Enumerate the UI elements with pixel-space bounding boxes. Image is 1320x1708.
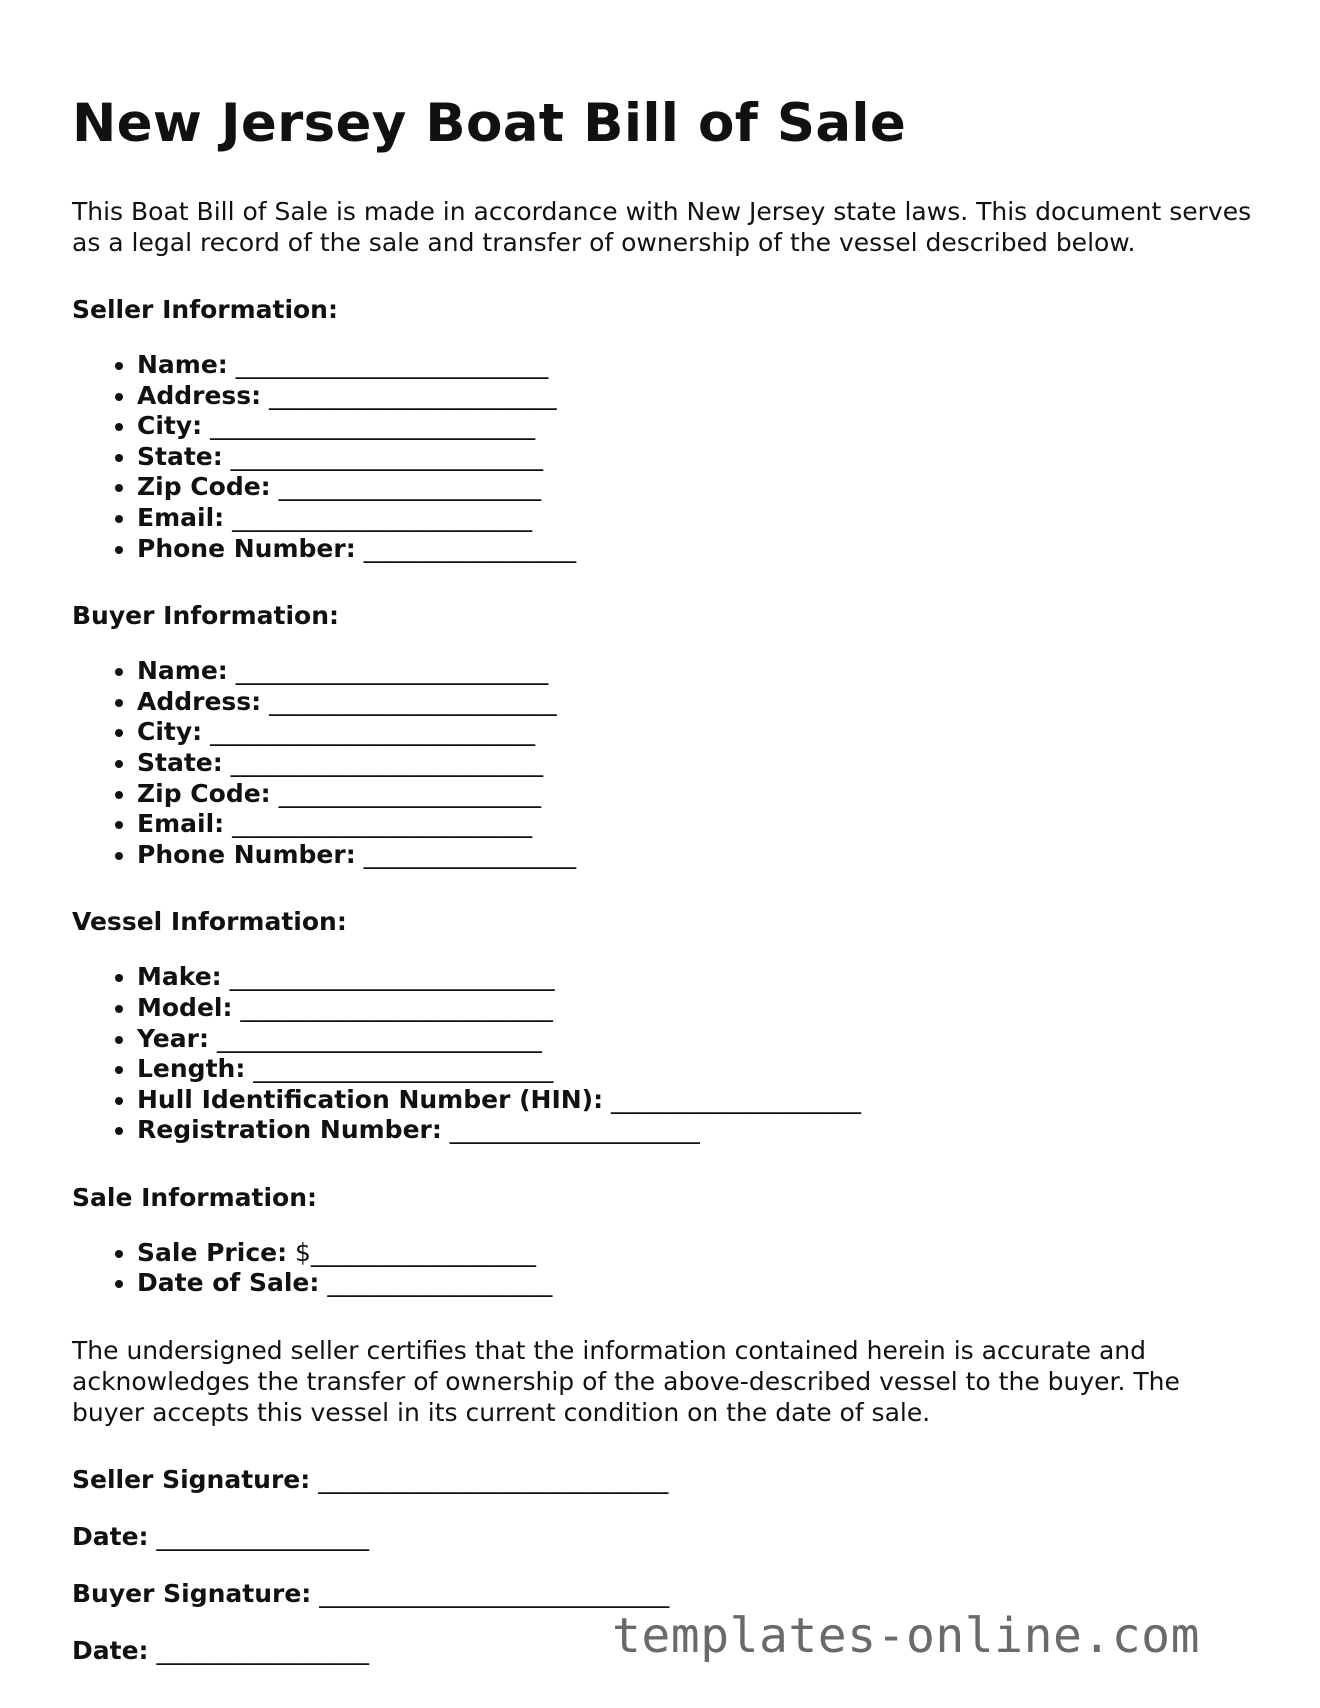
buyer-phone-field <box>137 840 1252 871</box>
vessel-length-field <box>137 1054 1252 1085</box>
fill-in-blank: _____________________ <box>270 472 542 502</box>
fill-in-blank: ____________________________ <box>311 1579 670 1609</box>
seller-field-list <box>72 350 1252 564</box>
buyer-zip-field <box>137 779 1252 810</box>
field-label: Address: <box>137 380 262 410</box>
seller-city-field <box>137 411 1252 442</box>
seller-zip-field <box>137 472 1252 503</box>
fill-in-blank: $__________________ <box>287 1237 536 1267</box>
fill-in-blank: _________________ <box>148 1636 369 1666</box>
fill-in-blank: __________________ <box>319 1268 553 1298</box>
page-title: New Jersey Boat Bill of Sale <box>72 93 907 154</box>
field-label: Name: <box>137 350 228 379</box>
buyer-email-field <box>137 809 1252 840</box>
fill-in-blank: _________________________ <box>232 992 553 1022</box>
seller-signature-label: Seller Signature: <box>72 1465 311 1495</box>
sale-date-field <box>137 1268 1252 1299</box>
fill-in-blank: _________________ <box>148 1522 369 1552</box>
vessel-make-field <box>137 962 1252 993</box>
vessel-year-field <box>137 1024 1252 1055</box>
seller-address-field <box>137 381 1252 412</box>
vessel-field-list <box>72 962 1252 1146</box>
seller-date-label: Date: <box>72 1522 149 1552</box>
buyer-signature-line <box>72 1578 1252 1609</box>
seller-phone-field <box>137 534 1252 565</box>
seller-date-line <box>72 1521 1252 1552</box>
vessel-section-heading: Vessel Information: <box>72 907 347 937</box>
sale-field-list <box>72 1238 1252 1299</box>
fill-in-blank: ____________________ <box>603 1084 862 1114</box>
fill-in-blank: ____________________ <box>441 1115 700 1145</box>
field-label: Zip Code: <box>137 778 271 808</box>
intro-paragraph: This Boat Bill of Sale is made in accordance with New Jersey state laws. This document serves as a legal record of the sale and transfer of ownership of the vessel described below. <box>72 197 1252 257</box>
fill-in-blank: __________________________ <box>202 411 536 441</box>
field-label: Year: <box>137 1023 209 1053</box>
certification-paragraph: The undersigned seller certifies that the information contained herein is accurate and acknowledges the transfer of ownership of the above-described vessel to the buyer. The buyer accepts this vessel in its current condition on the date of sale. <box>72 1336 1180 1428</box>
field-label: Model: <box>137 992 233 1022</box>
fill-in-blank: __________________________ <box>221 962 555 992</box>
sale-price-field <box>137 1238 1252 1269</box>
field-label: Make: <box>137 962 222 992</box>
field-label: Email: <box>137 809 225 839</box>
buyer-name-field <box>137 656 1252 687</box>
field-label: Zip Code: <box>137 472 271 502</box>
field-label: Address: <box>137 686 262 716</box>
field-label: State: <box>137 441 223 471</box>
buyer-city-field <box>137 717 1252 748</box>
seller-section-heading: Seller Information: <box>72 295 338 324</box>
fill-in-blank: _________________ <box>355 839 577 869</box>
buyer-date-label: Date: <box>72 1636 149 1666</box>
buyer-address-field <box>137 687 1252 718</box>
seller-signature-line <box>72 1464 1252 1495</box>
fill-in-blank: ________________________ <box>224 809 533 839</box>
fill-in-blank: ________________________ <box>245 1054 554 1084</box>
field-label: Registration Number: <box>137 1115 442 1145</box>
field-label: Phone Number: <box>137 533 356 563</box>
field-label: State: <box>137 747 223 777</box>
field-label: City: <box>137 411 203 441</box>
field-label: Name: <box>137 656 228 686</box>
vessel-model-field <box>137 993 1252 1024</box>
buyer-section-heading: Buyer Information: <box>72 601 340 631</box>
seller-state-field <box>137 442 1252 473</box>
field-label: City: <box>137 717 203 747</box>
buyer-field-list <box>72 656 1252 870</box>
fill-in-blank: _______________________ <box>261 380 557 410</box>
seller-email-field <box>137 503 1252 534</box>
field-label: Date of Sale: <box>137 1268 320 1298</box>
fill-in-blank: _________________________ <box>227 350 549 379</box>
fill-in-blank: _____________________ <box>270 778 542 808</box>
seller-name-field <box>137 350 1252 381</box>
vessel-registration-field <box>137 1115 1252 1146</box>
document-page <box>72 88 1252 1666</box>
fill-in-blank: ________________________ <box>224 502 533 532</box>
fill-in-blank: _________________________ <box>227 656 549 686</box>
site-watermark: templates-online.com <box>612 1608 1200 1664</box>
field-label: Phone Number: <box>137 839 356 869</box>
fill-in-blank: _______________________ <box>261 686 557 716</box>
field-label: Sale Price: <box>137 1237 288 1267</box>
fill-in-blank: _________________________ <box>222 441 544 471</box>
fill-in-blank: __________________________ <box>202 717 536 747</box>
field-label: Length: <box>137 1054 246 1084</box>
buyer-state-field <box>137 748 1252 779</box>
fill-in-blank: ____________________________ <box>310 1465 669 1495</box>
vessel-hin-field <box>137 1085 1252 1116</box>
sale-section-heading: Sale Information: <box>72 1182 317 1212</box>
buyer-signature-label: Buyer Signature: <box>72 1579 312 1609</box>
field-label: Hull Identification Number (HIN): <box>137 1084 604 1114</box>
field-label: Email: <box>137 502 225 532</box>
fill-in-blank: _________________ <box>355 533 577 563</box>
fill-in-blank: __________________________ <box>208 1023 542 1053</box>
fill-in-blank: _________________________ <box>222 747 544 777</box>
